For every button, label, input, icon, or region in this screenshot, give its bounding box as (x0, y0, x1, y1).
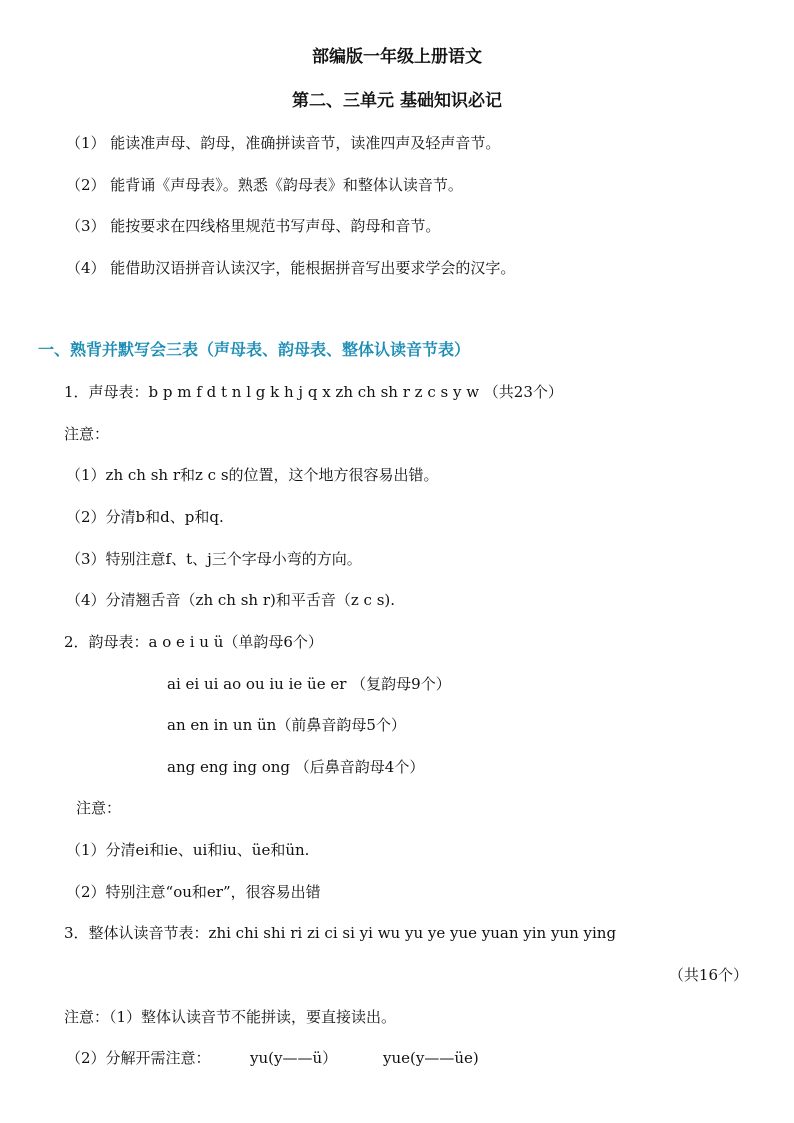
note-item: （2）特别注意“ou和er”，很容易出错 (66, 883, 321, 901)
note-label: 注意： (76, 799, 122, 817)
goal-item: （2） 能背诵《声母表》。熟悉《韵母表》和整体认读音节。 (66, 176, 463, 194)
page-title: 部编版一年级上册语文 (312, 47, 482, 67)
yunmu-row: an en in un ün（前鼻音韵母5个） (167, 716, 406, 734)
note-item: （3）特别注意f、t、j三个字母小弯的方向。 (66, 550, 362, 568)
yunmu-table-line: 2．韵母表：a o e i u ü（单韵母6个） (64, 633, 323, 651)
decomposition-example: yue(y——üe) (383, 1049, 479, 1067)
decomposition-example: yu(y——ü） (250, 1049, 338, 1067)
zhengti-count: （共16个） (668, 966, 748, 984)
yunmu-row: ai ei ui ao ou iu ie üe er （复韵母9个） (167, 675, 451, 693)
goal-item: （4） 能借助汉语拼音认读汉字，能根据拼音写出要求学会的汉字。 (66, 259, 516, 277)
goal-item: （1） 能读准声母、韵母，准确拼读音节，读准四声及轻声音节。 (66, 134, 501, 152)
zhengti-table-line: 3．整体认读音节表：zhi chi shi ri zi ci si yi wu yu ye yue yuan yin yun ying (64, 924, 617, 942)
page-subtitle: 第二、三单元 基础知识必记 (292, 91, 502, 111)
note-item: （1）zh ch sh r和z c s的位置，这个地方很容易出错。 (66, 466, 439, 484)
note-item: （2）分清b和d、p和q. (66, 508, 224, 526)
goal-item: （3） 能按要求在四线格里规范书写声母、韵母和音节。 (66, 217, 441, 235)
yunmu-row: ang eng ing ong （后鼻音韵母4个） (167, 758, 425, 776)
shengmu-table-line: 1．声母表：b p m f d t n l g k h j q x zh ch sh r z c s y w （共23个） (64, 383, 563, 401)
section-heading: 一、熟背并默写会三表（声母表、韵母表、整体认读音节表） (38, 340, 471, 359)
note-label: 注意： (64, 425, 110, 443)
note-label: （2）分解开需注意： (66, 1049, 211, 1067)
note-item: （4）分清翘舌音（zh ch sh r)和平舌音（z c s). (66, 591, 396, 609)
note-item: 注意：（1）整体认读音节不能拼读，要直接读出。 (64, 1008, 397, 1026)
note-item: （1）分清ei和ie、ui和iu、üe和ün. (66, 841, 310, 859)
